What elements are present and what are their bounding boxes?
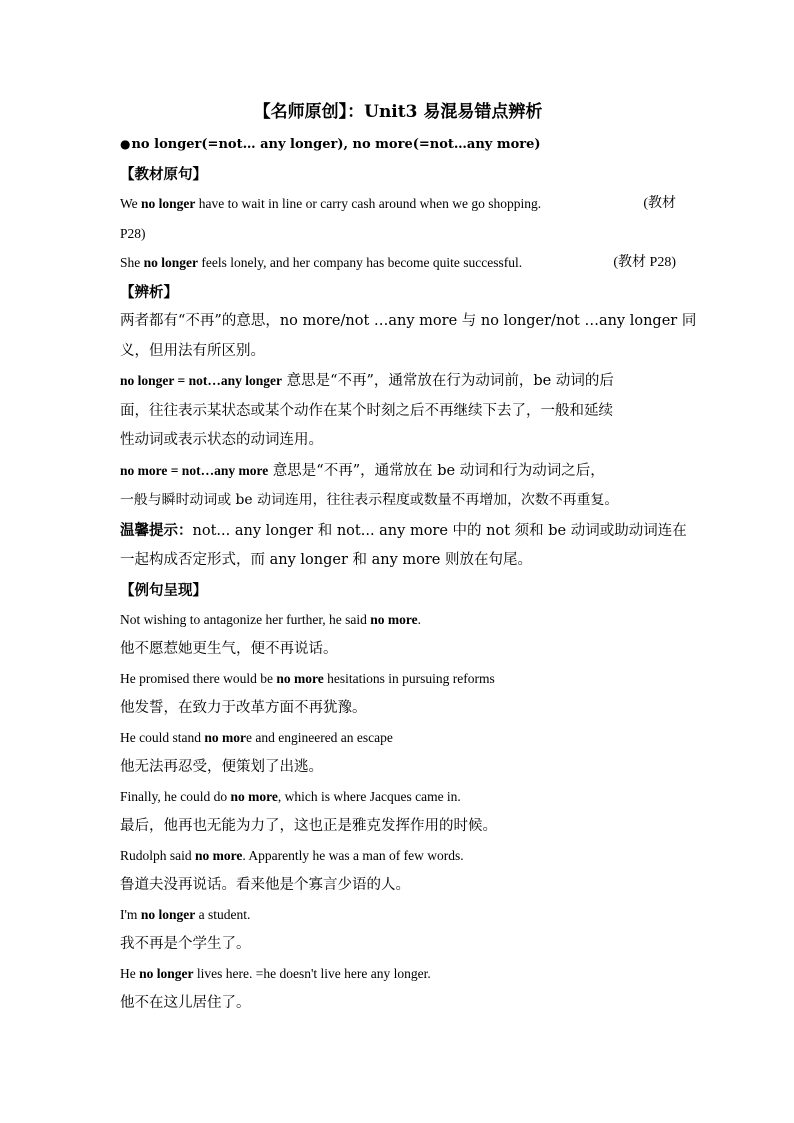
example-english	[120, 605, 676, 635]
example-chinese: 最后，他再也无能为力了，这也正是雅克发挥作用的时候。	[120, 817, 497, 834]
example-text: lives here. =he doesn't live here any longer.	[193, 966, 431, 981]
tip-text: not... any longer 和 not... any more 中的 not 须和 be 动词或助动词连在	[192, 522, 687, 539]
example-text: Finally, he could do	[120, 789, 231, 804]
example-item	[120, 723, 676, 782]
example-chinese: 我不再是个学生了。	[120, 935, 251, 952]
example-chinese: 他不在这儿居住了。	[120, 994, 251, 1011]
example-text: Not wishing to antagonize her further, he said	[120, 612, 371, 627]
bullet-icon: ●	[120, 137, 131, 151]
topic-heading-text: no longer(=not… any longer), no more(=not…any more)	[131, 137, 541, 152]
example-english	[120, 900, 676, 930]
textbook-source-1: (教材	[643, 196, 676, 211]
sentence-text: have to wait in line or carry cash around when we go shopping.	[195, 196, 542, 211]
analysis-p1-text: 意思是“不再”，通常放在行为动词前，be 动词的后	[281, 373, 614, 389]
sentence-text: We	[120, 196, 142, 211]
example-item	[120, 900, 676, 959]
example-text: He promised there would be	[120, 671, 277, 686]
example-item	[120, 664, 676, 723]
example-text: .	[417, 612, 422, 627]
analysis-p1-keyword: no longer = not…any longer	[120, 373, 282, 388]
example-text: hesitations in pursuing reforms	[323, 671, 495, 686]
example-english	[120, 959, 676, 989]
example-list	[120, 605, 676, 1018]
example-keyword: no more	[230, 789, 278, 804]
example-text: , which is where Jacques came in.	[277, 789, 461, 804]
example-text: He could stand	[120, 730, 205, 745]
example-english	[120, 841, 676, 871]
example-chinese: 他发誓，在致力于改革方面不再犹豫。	[120, 699, 367, 716]
sentence-keyword: no longer	[143, 255, 199, 270]
analysis-p2-keyword: no more = not…any more	[120, 462, 269, 478]
analysis-p2-text: 意思是“不再”，通常放在 be 动词和行为动词之后，	[268, 462, 605, 479]
textbook-source-2: (教材 P28)	[613, 255, 676, 270]
example-keyword: no longer	[140, 907, 196, 922]
analysis-p2-line-2: 一般与瞬时动词或 be 动词连用，往往表示程度或数量不再增加，次数不再重复。	[120, 492, 619, 508]
sentence-keyword: no longer	[141, 196, 196, 211]
example-keyword: no more	[370, 612, 418, 627]
analysis-tip-line-1	[120, 516, 687, 547]
analysis-intro-line-1: 两者都有“不再”的意思，no more/not …any more 与 no longer/not …any longer 同	[120, 313, 697, 329]
example-english	[120, 664, 676, 694]
example-item	[120, 959, 676, 1018]
example-keyword: no more	[195, 848, 243, 863]
textbook-source-1-wrap: P28)	[120, 225, 146, 241]
example-keyword: no more	[276, 671, 324, 686]
sentence-text: feels lonely, and her company has become quite successful.	[198, 255, 523, 270]
textbook-sentence-1	[120, 189, 676, 219]
example-text: I'm	[120, 907, 141, 922]
example-text: e and engineered an escape	[245, 730, 393, 745]
section-analysis-heading: 【辨析】	[120, 283, 178, 301]
example-chinese: 他无法再忍受，便策划了出逃。	[120, 758, 323, 775]
textbook-sentence-1-body	[120, 189, 541, 219]
page-title: 【名师原创】：Unit3 易混易错点辨析	[253, 102, 543, 122]
example-item	[120, 605, 676, 664]
topic-heading	[120, 130, 676, 160]
example-text: Rudolph said	[120, 848, 196, 863]
section-textbook-heading: 【教材原句】	[120, 165, 207, 183]
example-keyword: no mor	[204, 730, 246, 745]
example-text: He	[120, 966, 140, 981]
example-text: . Apparently he was a man of few words.	[242, 848, 464, 863]
example-item	[120, 841, 676, 900]
analysis-p1-line-3: 性动词或表示状态的动词连用。	[120, 432, 323, 448]
example-keyword: no longer	[139, 966, 194, 981]
example-item	[120, 782, 676, 841]
example-english	[120, 723, 676, 753]
example-chinese: 他不愿惹她更生气，便不再说话。	[120, 640, 338, 657]
textbook-sentence-2-body	[120, 248, 522, 278]
sentence-text: She	[120, 255, 144, 270]
analysis-tip-line-2: 一起构成否定形式，而 any longer 和 any more 则放在句尾。	[120, 552, 532, 568]
analysis-p2-line-1	[120, 456, 676, 487]
example-chinese: 鲁道夫没再说话。看来他是个寡言少语的人。	[120, 876, 410, 893]
analysis-p1-line-2: 面，往往表示某状态或某个动作在某个时刻之后不再继续下去了，一般和延续	[120, 402, 613, 419]
tip-label: 温馨提示：	[120, 521, 193, 539]
example-english	[120, 782, 676, 812]
textbook-sentence-2	[120, 248, 676, 278]
section-examples-heading: 【例句呈现】	[120, 581, 207, 599]
document-content	[120, 98, 697, 1018]
analysis-p1-line-1	[120, 366, 676, 397]
example-text: a student.	[195, 907, 251, 922]
analysis-intro-line-2: 义，但用法有所区别。	[120, 342, 265, 359]
